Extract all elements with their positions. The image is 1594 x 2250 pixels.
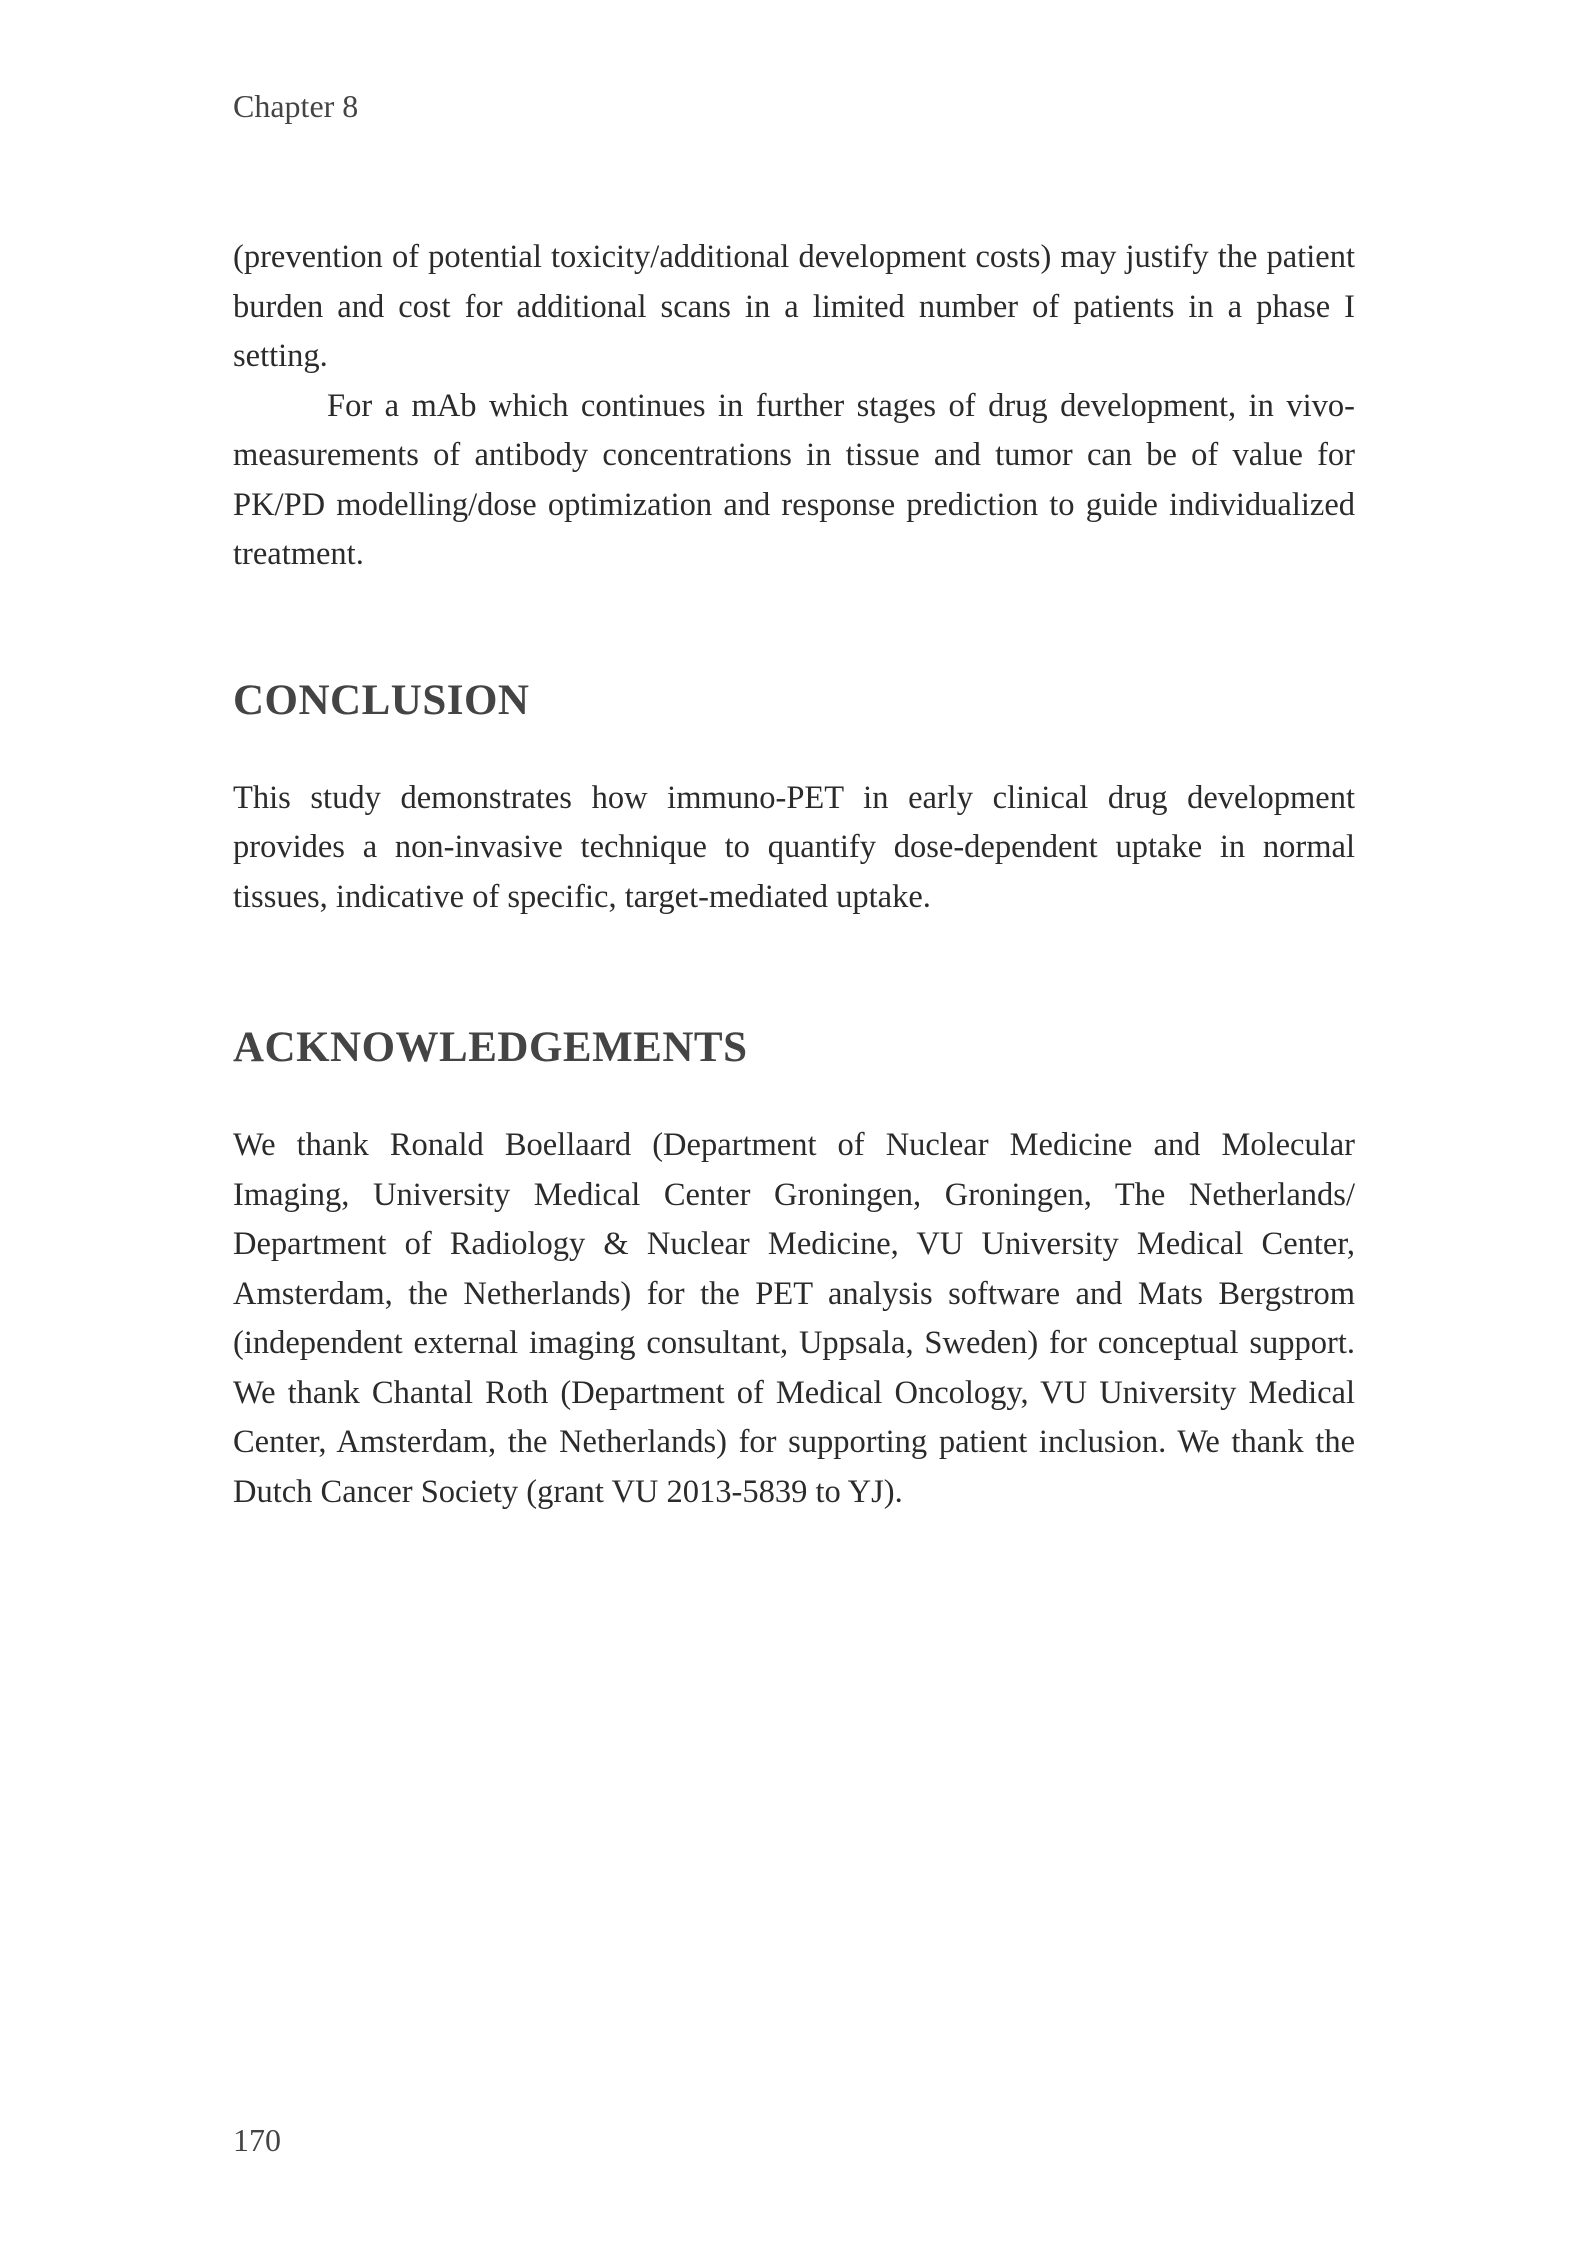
body-paragraph-1: (prevention of potential toxicity/additional development costs) may justify the patient burden and cost for additional scans in a limited number of patients in a phase I setting. [233, 239, 1355, 374]
acknowledgements-heading: ACKNOWLEDGEMENTS [233, 1024, 748, 1071]
conclusion-paragraph: This study demonstrates how immuno-PET in early clinical drug development provides a non-invasive technique to quantify dose-dependent uptake in normal tissues, indicative of specific, target-mediated uptake. [233, 779, 1355, 915]
body-paragraph-2: For a mAb which continues in further stages of drug development, in vivo-measurements of antibody concentrations in tissue and tumor can be of value for PK/PD modelling/dose optimization and response prediction to guide individualized treatment. [233, 387, 1355, 572]
acknowledgements-paragraph: We thank Ronald Boellaard (Department of Nuclear Medicine and Molecular Imaging, University Medical Center Groningen, Groningen, The Netherlands/ Department of Radiology & Nuclear Medicine, VU University Medical Center, Amsterdam, the Netherlands) for the PET analysis software and Mats Bergstrom (independent external imaging consultant, Uppsala, Sweden) for conceptual support. We thank Chantal Roth (Department of Medical Oncology, VU University Medical Center, Amsterdam, the Netherlands) for supporting patient inclusion. We thank the Dutch Cancer Society (grant VU 2013-5839 to YJ). [233, 1127, 1355, 1510]
page-number: 170 [233, 2122, 281, 2158]
conclusion-heading: CONCLUSION [233, 676, 530, 724]
running-head-chapter: Chapter 8 [233, 88, 359, 124]
page-content [233, 233, 1355, 1517]
